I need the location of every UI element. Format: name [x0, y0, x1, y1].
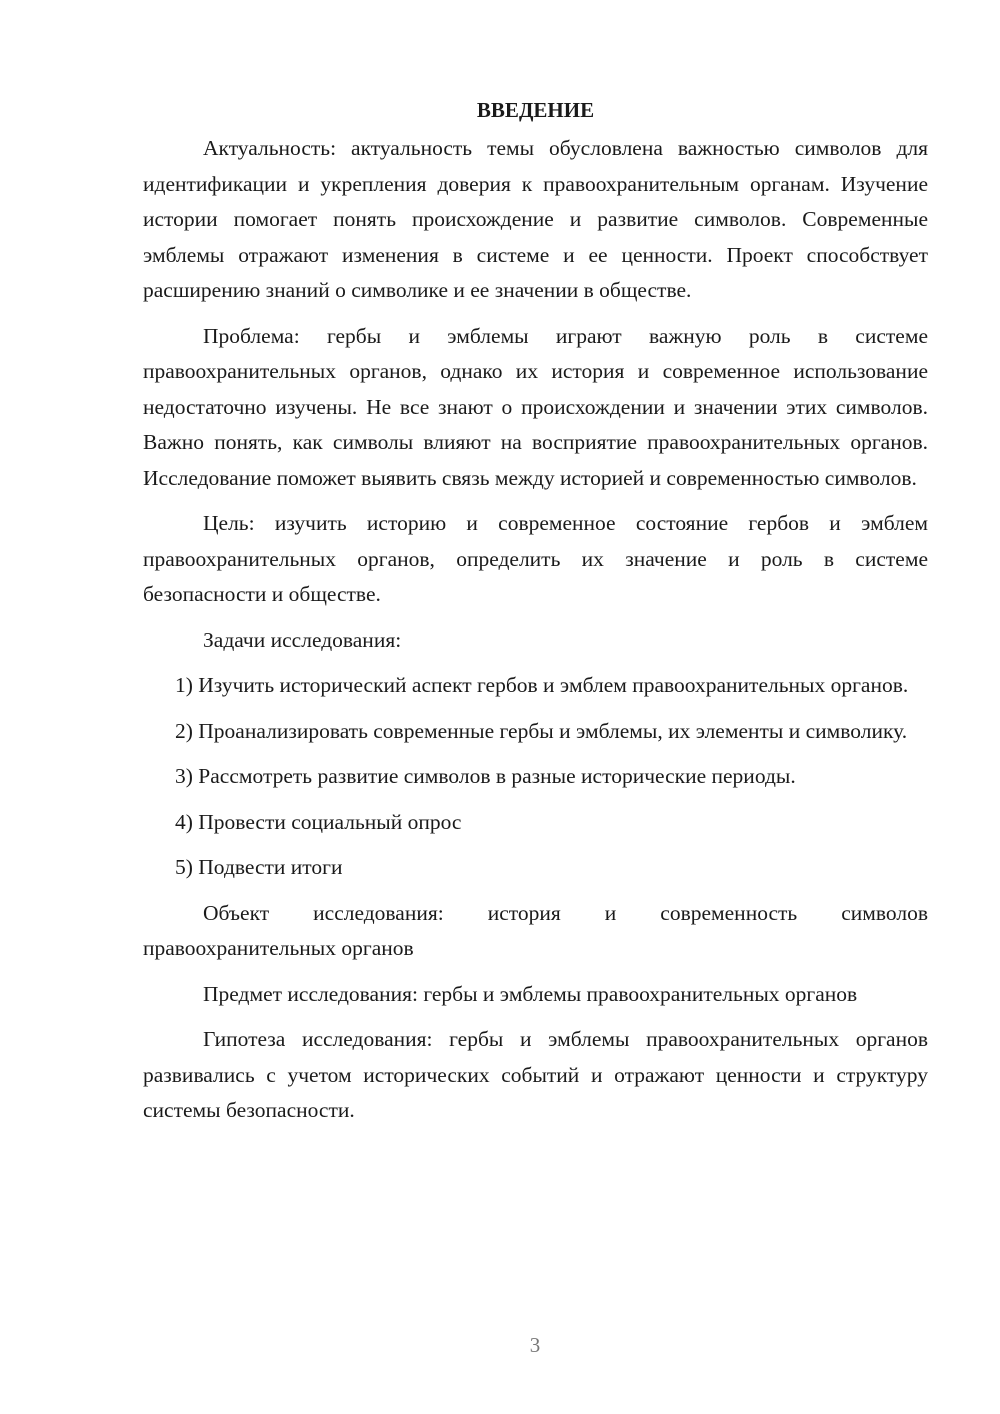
task-item: 4) Провести социальный опрос [175, 809, 462, 834]
paragraph-hypothesis: Гипотеза исследования: гербы и эмблемы правоохранительных органов развивались с учетом исторических событий и отражают ценности и структуру системы безопасности. [143, 1027, 928, 1122]
document-page [143, 95, 928, 1139]
paragraph-object: Объект исследования: история и современность символов правоохранительных органов [143, 900, 928, 960]
task-item: 5) Подвести итоги [175, 855, 343, 879]
task-item: 1) Изучить исторический аспект гербов и эмблем правоохранительных органов. [175, 673, 909, 697]
paragraph-goal: Цель: изучить историю и современное состояние гербов и эмблем правоохранительных органов, определить их значение и роль в системе безопасности и обществе. [143, 511, 928, 606]
task-item: 3) Рассмотреть развитие символов в разные исторические периоды. [175, 764, 796, 788]
paragraph-relevance: Актуальность: актуальность темы обусловлена важностью символов для идентификации и укрепления доверия к правоохранительным органам. Изучение истории помогает понять происхождение и развитие символов. Современные эмблемы отражают изменения в системе и ее ценности. Проект способствует расширению знаний о символике и ее значении в обществе. [143, 136, 928, 302]
page-number: 3 [529, 1333, 541, 1357]
paragraph-tasks-heading: Задачи исследования: [203, 627, 402, 652]
section-title: ВВЕДЕНИЕ [476, 98, 595, 122]
paragraph-subject: Предмет исследования: гербы и эмблемы правоохранительных органов [203, 981, 858, 1006]
task-item: 2) Проанализировать современные гербы и эмблемы, их элементы и символику. [175, 718, 908, 743]
paragraph-problem: Проблема: гербы и эмблемы играют важную роль в системе правоохранительных органов, однако их история и современное использование недостаточно изучены. Не все знают о происхождении и значении этих символов. Важно понять, как символы влияют на восприятие правоохранительных органов. Исследование поможет выявить связь между историей и современностью символов. [143, 323, 928, 490]
